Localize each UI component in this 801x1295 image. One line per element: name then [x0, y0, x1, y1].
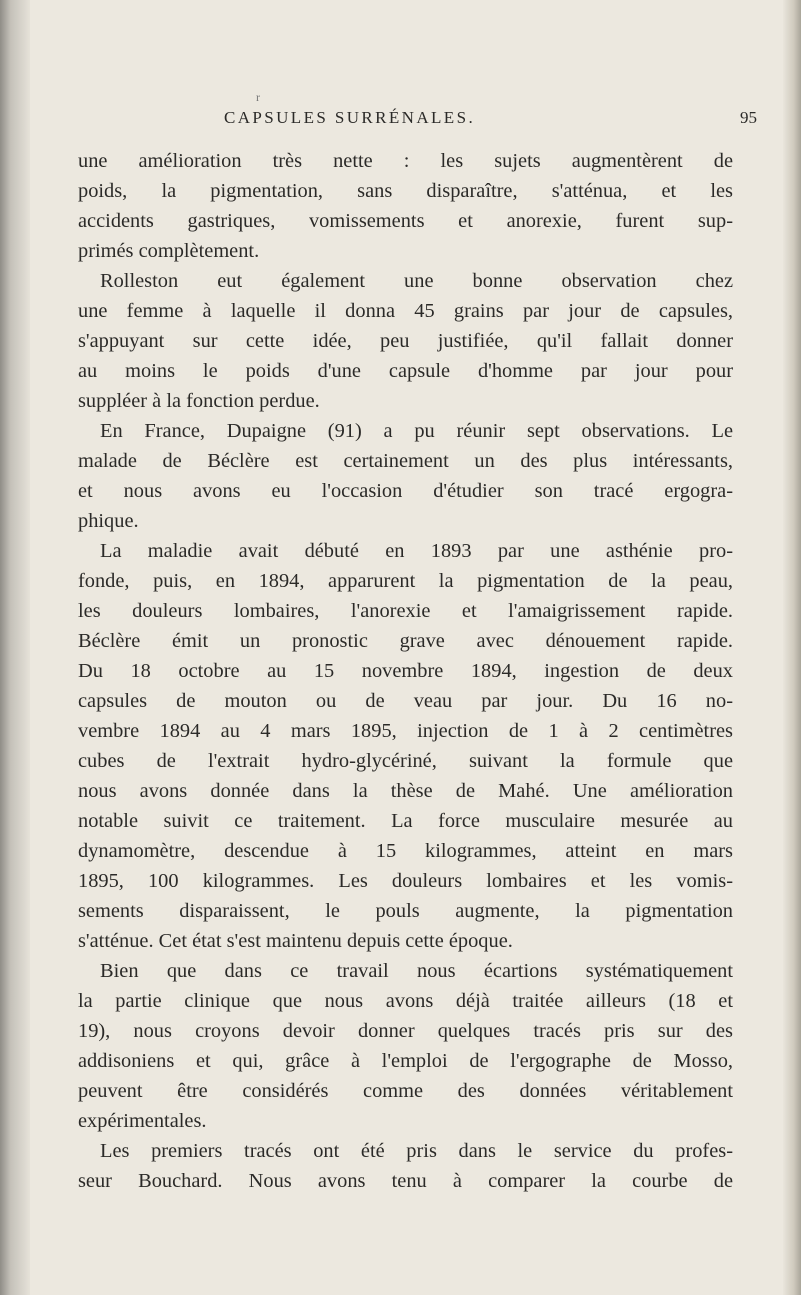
text-line: s'atténue. Cet état s'est maintenu depuis cette époque.	[78, 930, 513, 952]
text-line: et nous avons eu l'occasion d'étudier son tracé ergogra-	[78, 480, 733, 502]
text-line: cubes de l'extrait hydro-glycériné, suivant la formule que	[78, 750, 733, 772]
text-line: primés complètement.	[78, 240, 260, 262]
text-line: nous avons donnée dans la thèse de Mahé. Une amélioration	[78, 780, 733, 802]
running-title: CAPSULES SURRÉNALES.	[224, 108, 476, 127]
text-line: une amélioration très nette : les sujets augmentèrent de	[78, 150, 733, 172]
text-line: 19), nous croyons devoir donner quelques tracés pris sur des	[78, 1020, 733, 1042]
running-header	[224, 108, 757, 136]
text-line: seur Bouchard. Nous avons tenu à comparer la courbe de	[78, 1170, 733, 1192]
page-gutter-shadow	[0, 0, 30, 1295]
text-line: capsules de mouton ou de veau par jour. Du 16 no-	[78, 690, 733, 712]
body-text	[78, 146, 733, 1196]
text-line: suppléer à la fonction perdue.	[78, 390, 320, 412]
text-line: Les premiers tracés ont été pris dans le service du profes-	[100, 1140, 733, 1162]
text-line: vembre 1894 au 4 mars 1895, injection de 1 à 2 centimètres	[78, 720, 733, 742]
page-number: 95	[740, 108, 757, 127]
text-line: phique.	[78, 510, 139, 532]
text-line: poids, la pigmentation, sans disparaître, s'atténua, et les	[78, 180, 733, 202]
text-line: expérimentales.	[78, 1110, 207, 1132]
text-line: notable suivit ce traitement. La force musculaire mesurée au	[78, 810, 733, 832]
text-line: Du 18 octobre au 15 novembre 1894, ingestion de deux	[78, 660, 733, 682]
text-line: Bien que dans ce travail nous écartions systématiquement	[100, 960, 733, 982]
text-line: Béclère émit un pronostic grave avec dénouement rapide.	[78, 630, 733, 652]
text-line: sements disparaissent, le pouls augmente, la pigmentation	[78, 900, 733, 922]
text-line: En France, Dupaigne (91) a pu réunir sept observations. Le	[100, 420, 733, 442]
text-line: peuvent être considérés comme des données véritablement	[78, 1080, 733, 1102]
text-line: Rolleston eut également une bonne observation chez	[100, 270, 733, 292]
text-line: accidents gastriques, vomissements et anorexie, furent sup-	[78, 210, 733, 232]
text-line: la partie clinique que nous avons déjà traitée ailleurs (18 et	[78, 990, 733, 1012]
text-line: dynamomètre, descendue à 15 kilogrammes, atteint en mars	[78, 840, 733, 862]
text-line: fonde, puis, en 1894, apparurent la pigmentation de la peau,	[78, 570, 733, 592]
text-line: addisoniens et qui, grâce à l'emploi de l'ergographe de Mosso,	[78, 1050, 733, 1072]
text-line: s'appuyant sur cette idée, peu justifiée, qu'il fallait donner	[78, 330, 733, 352]
text-line: une femme à laquelle il donna 45 grains par jour de capsules,	[78, 300, 733, 322]
page-edge-right	[783, 0, 801, 1295]
ink-speck: r	[256, 90, 260, 104]
text-line: malade de Béclère est certainement un des plus intéressants,	[78, 450, 733, 472]
text-line: La maladie avait débuté en 1893 par une asthénie pro-	[100, 540, 733, 562]
text-line: au moins le poids d'une capsule d'homme par jour pour	[78, 360, 733, 382]
text-line: les douleurs lombaires, l'anorexie et l'amaigrissement rapide.	[78, 600, 733, 622]
text-line: 1895, 100 kilogrammes. Les douleurs lombaires et les vomis-	[78, 870, 733, 892]
